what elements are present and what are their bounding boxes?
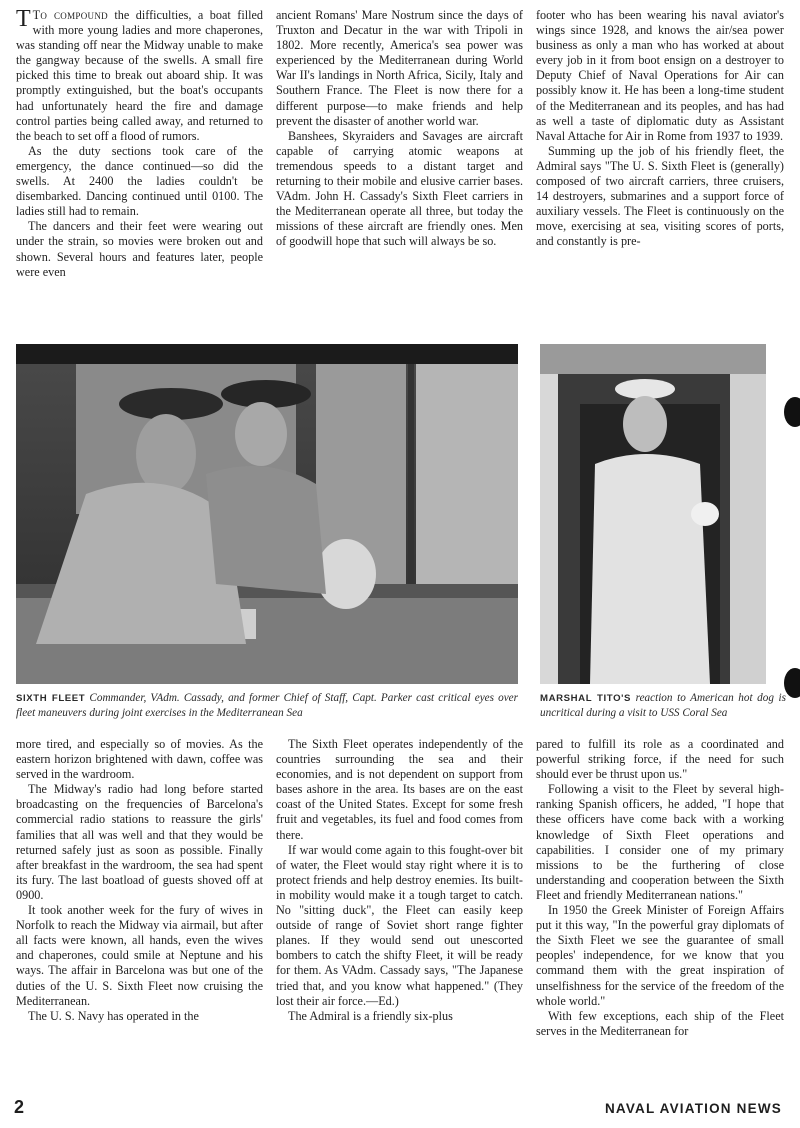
- paragraph: Summing up the job of his friendly fleet, the Admiral says "The U. S. Sixth Fleet is (generally) composed of two aircraft carriers, three cruisers, 14 destroyers, submarines and a support force of auxiliary vessels. The Fleet is continuously on the move, exercising at sea, visiting scores of ports, and constantly is pre-: [536, 143, 784, 249]
- article-column-top-3: [536, 8, 784, 250]
- paragraph: pared to fulfill its role as a coordinated and powerful striking force, if the need for such should ever be thrust upon us.": [536, 737, 784, 782]
- paragraph-text: the difficulties, a boat filled with more young ladies and more chaperones, was standing off near the Midway unable to make the gangway because of the swells. A small fire picked this time to break out aboard ship. It was promptly extinguished, but the boat's occupants had unfortunately heard the fire and damage control parties being called away, and returned to the beach to set off a flood of rumors.: [16, 8, 263, 143]
- punch-hole: [784, 397, 800, 427]
- paragraph: As the duty sections took care of the emergency, the dance continued—so did the swells. At 2400 the ladies couldn't be disembarked. Dancing continued until 0100. The ladies still had to remain.: [16, 143, 263, 219]
- paragraph: With few exceptions, each ship of the Fleet serves in the Mediterranean for: [536, 1008, 784, 1038]
- lead-in: To compound: [32, 8, 108, 22]
- caption-lead: SIXTH FLEET: [16, 693, 86, 704]
- paragraph: Banshees, Skyraiders and Savages are aircraft capable of carrying atomic weapons at tremendous speeds to a distant target and returning to their mobile and elusive carrier bases. VAdm. John H. Cassady's Sixth Fleet carriers in the Mediterranean operate all three, but today the missions of these aircraft are friendly ones. Men of goodwill hope that such will always be so.: [276, 128, 523, 249]
- photo-marshal-tito: [540, 344, 766, 684]
- paragraph: more tired, and especially so of movies. As the eastern horizon brightened with dawn, coffee was served in the wardroom.: [16, 737, 263, 782]
- paragraph: It took another week for the fury of wives in Norfolk to reach the Midway via airmail, but after all facts were known, all hands, even the wives and chaperones, could smile at Neptune and his ways. The affair in Barcelona was but one of the duties of the U. S. Sixth Fleet now cruising the Mediterranean.: [16, 903, 263, 1008]
- publication-name: NAVAL AVIATION NEWS: [604, 1101, 782, 1116]
- drop-cap: T: [16, 6, 31, 32]
- paragraph: If war would come again to this fought-over bit of water, the Fleet would stay right where it is to protect friends and help destroy enemies. Its built-in mobility would make it a tough target to catch. No "sitting duck", the Fleet can easily keep outside of range of Soviet short range fighter planes. If they would send out unescorted bombers to catch the shifty Fleet, it will be ready for them. As VAdm. Cassady says, "The Japanese tried that, and you know what happened." (They lost their air force.—Ed.): [276, 842, 523, 1008]
- photo-officers-on-bridge: [16, 344, 518, 684]
- page-number: 2: [14, 1097, 25, 1117]
- article-column-top-1: [16, 8, 263, 280]
- paragraph: The Admiral is a friendly six-plus: [288, 1008, 453, 1023]
- article-column-bottom-3: [536, 737, 784, 1039]
- photo-caption-tito: [540, 691, 786, 720]
- article-column-bottom-1: [16, 737, 263, 1024]
- paragraph: [16, 8, 263, 144]
- punch-hole: [784, 668, 800, 698]
- caption-lead: MARSHAL TITO'S: [540, 693, 632, 704]
- paragraph: In 1950 the Greek Minister of Foreign Affairs put it this way, "In the powerful gray diplomats of the Sixth Fleet we see the guarantee of small peoples' independence, for we know that you command them with the great inspiration of unselfishness for the service of the freedom of the whole world.": [536, 903, 784, 1008]
- paragraph: Following a visit to the Fleet by several high-ranking Spanish officers, he added, "I hope that these officers have come back with a working knowledge of Sixth Fleet operations and capabilities. I consider one of my primary missions to be the furthering of close understanding and cooperation between the Sixth Fleet and friendly Mediterranean nations.": [536, 782, 784, 902]
- paragraph: The dancers and their feet were wearing out under the strain, so movies were broken out and shown. Several hours and features later, people were even: [16, 219, 263, 279]
- article-column-top-2: [276, 8, 523, 250]
- paragraph: ancient Romans' Mare Nostrum since the days of Truxton and Decatur in the war with Tripoli in 1802. More recently, America's sea power was experienced by the Mediterranean during World War II's landings in North Africa, Sicily, Italy and Southern France. The Fleet is now there for a different purpose—to make friends and help prevent the disaster of another world war.: [276, 8, 523, 128]
- article-column-bottom-2: [276, 737, 523, 1024]
- paragraph: The U. S. Navy has operated in the: [28, 1008, 199, 1023]
- paragraph: The Midway's radio had long before started broadcasting on the frequencies of Barcelona's commercial radio stations to reassure the girls' families that all was well and that they would be returned safely just as soon as possible. Finally after breakfast in the wardroom, the sea had spent its fury. The last boatload of guests shoved off at 0900.: [16, 782, 263, 902]
- photo-caption-sixth-fleet: [16, 691, 518, 720]
- photo-tito-image: [540, 344, 766, 684]
- caption-text: Commander, VAdm. Cassady, and former Chief of Staff, Capt. Parker cast critical eyes over fleet maneuvers during joint exercises in the Mediterranean Sea: [16, 692, 519, 719]
- paragraph: The Sixth Fleet operates independently of the countries surrounding the sea and their economies, and is not dependent on support from bases ashore in the area. Its bases are on the east coast of the United States. Except for some fresh fruit and vegetables, its fuel and food comes from there.: [276, 737, 523, 842]
- paragraph: footer who has been wearing his naval aviator's wings since 1928, and knows the air/sea power business as only a man who has worked at about every job in it from boot ensign on a destroyer to Deputy Chief of Naval Operations for Air can possibly know it. He has been a long-time student of the Mediterranean and its peoples, and has had as well a taste of diplomatic duty as Assistant Naval Attache for Air in Rome from 1937 to 1939.: [536, 8, 784, 143]
- caption-text: reaction to American hot dog is uncritical during a visit to USS Coral Sea: [540, 692, 787, 719]
- photo-officers-image: [16, 344, 518, 684]
